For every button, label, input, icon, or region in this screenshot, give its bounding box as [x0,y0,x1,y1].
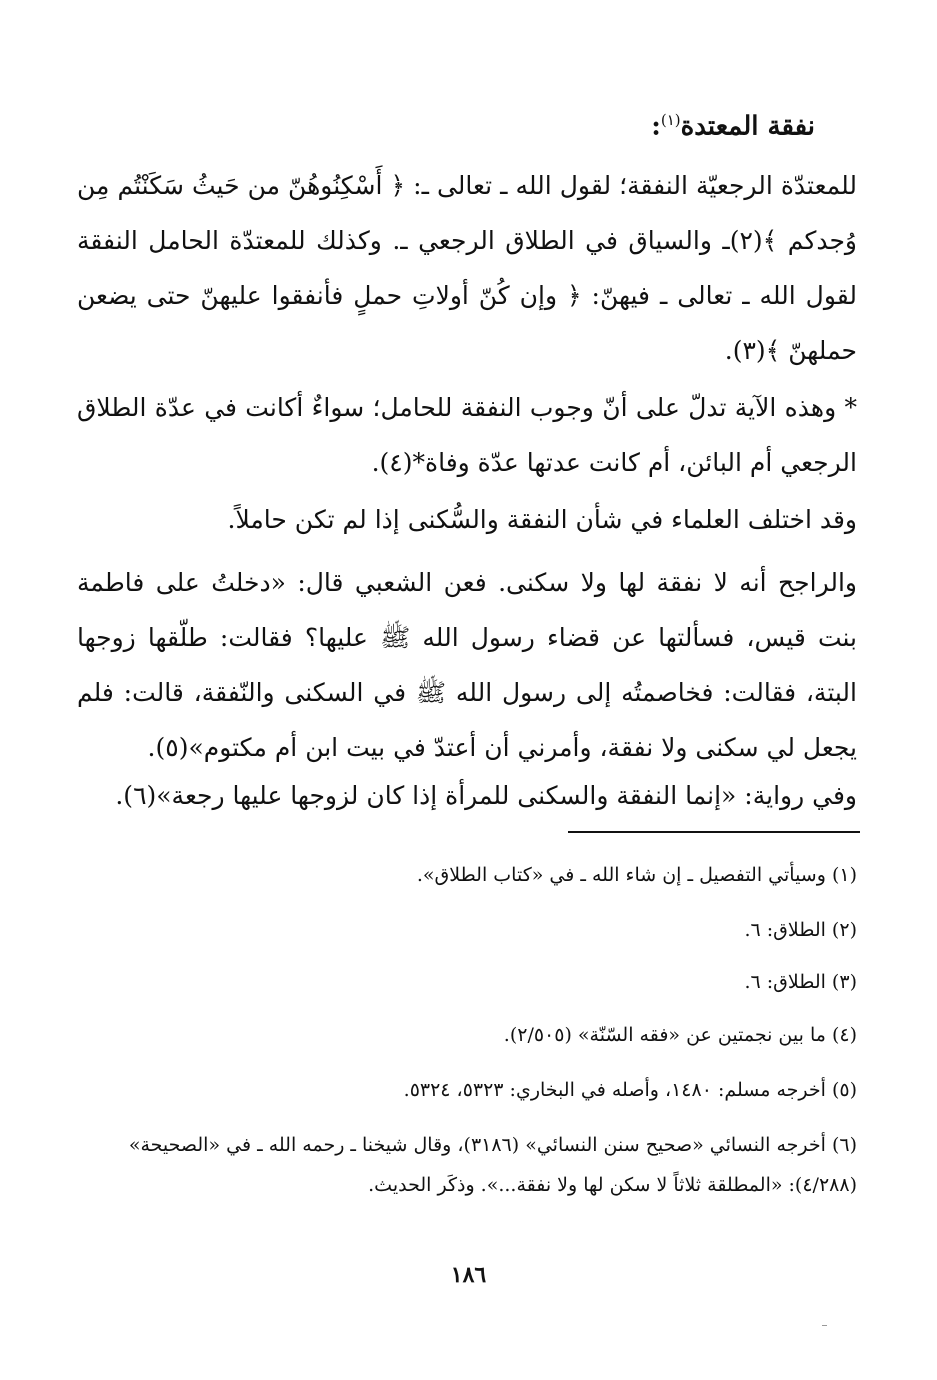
paragraph-verse-indication: * وهذه الآية تدلّ على أنّ وجوب النفقة للحامل؛ سواءٌ أكانت في عدّة الطلاق الرجعي أم البائن، أم كانت عدتها عدّة وفاة*(٤). [77,393,857,477]
paragraph-preferred-view-hadith: والراجح أنه لا نفقة لها ولا سكنى. فعن الشعبي قال: «دخلتُ على فاطمة بنت قيس، فسألتها عن قضاء رسول الله ﷺ عليها؟ فقالت: طلّقها زوجها البتة، فقالت: فخاصمتُه إلى رسول الله ﷺ في السكنى والنّفقة، قالت: فلم يجعل لي سكنى ولا نفقة، وأمرني أن أعتدّ في بيت ابن أم مكتوم»(٥). [77,568,857,762]
footnote-6: (٦) أخرجه النسائي «صحيح سنن النسائي» (٣١٨٦)، وقال شيخنا ـ رحمه الله ـ في «الصحيحة» (٤/٢٨٨): «المطلقة ثلاثاً لا سكن لها ولا نفقة...». وذكَر الحديث. [128,1134,857,1196]
heading-colon: : [651,111,661,142]
heading-title: نفقة المعتدة [680,111,815,142]
paragraph-scholars-dispute: وقد اختلف العلماء في شأن النفقة والسُّكنى إذا لم تكن حاملاً. [227,505,857,534]
footnote-separator [568,831,860,833]
footnote-2: (٢) الطلاق: ٦. [744,919,857,941]
footnote-3: (٣) الطلاق: ٦. [744,971,857,993]
section-heading [651,100,815,147]
paragraph-pregnant-and-revocable: للمعتدّة الرجعيّة النفقة؛ لقول الله ـ تعالى ـ: ﴿ أَسْكِنُوهُنّ من حَيثُ سَكَنْتُم مِن وُجدكم ﴾(٢)ـ والسياق في الطلاق الرجعي ـ. وكذلك للمعتدّة الحامل النفقة لقول الله ـ تعالى ـ فيهنّ: ﴿ وإن كُنّ أولاتِ حملٍ فأنفقوا عليهنّ حتى يضعن حملهنّ ﴾(٣). [77,171,857,365]
paragraph-narration: وفي رواية: «إنما النفقة والسكنى للمرأة إذا كان لزوجها عليها رجعة»(٦). [115,781,857,810]
scan-speck [822,1325,827,1326]
heading-footnote-ref: (١) [660,111,681,129]
footnote-1: (١) وسيأتي التفصيل ـ إن شاء الله ـ في «كتاب الطلاق». [416,864,857,886]
footnote-5: (٥) أخرجه مسلم: ١٤٨٠، وأصله في البخاري: ٥٣٢٣، ٥٣٢٤. [403,1079,857,1101]
footnote-4: (٤) ما بين نجمتين عن «فقه السّنّة» (٢/٥٠٥). [503,1024,857,1046]
page-number: ١٨٦ [450,1262,487,1288]
